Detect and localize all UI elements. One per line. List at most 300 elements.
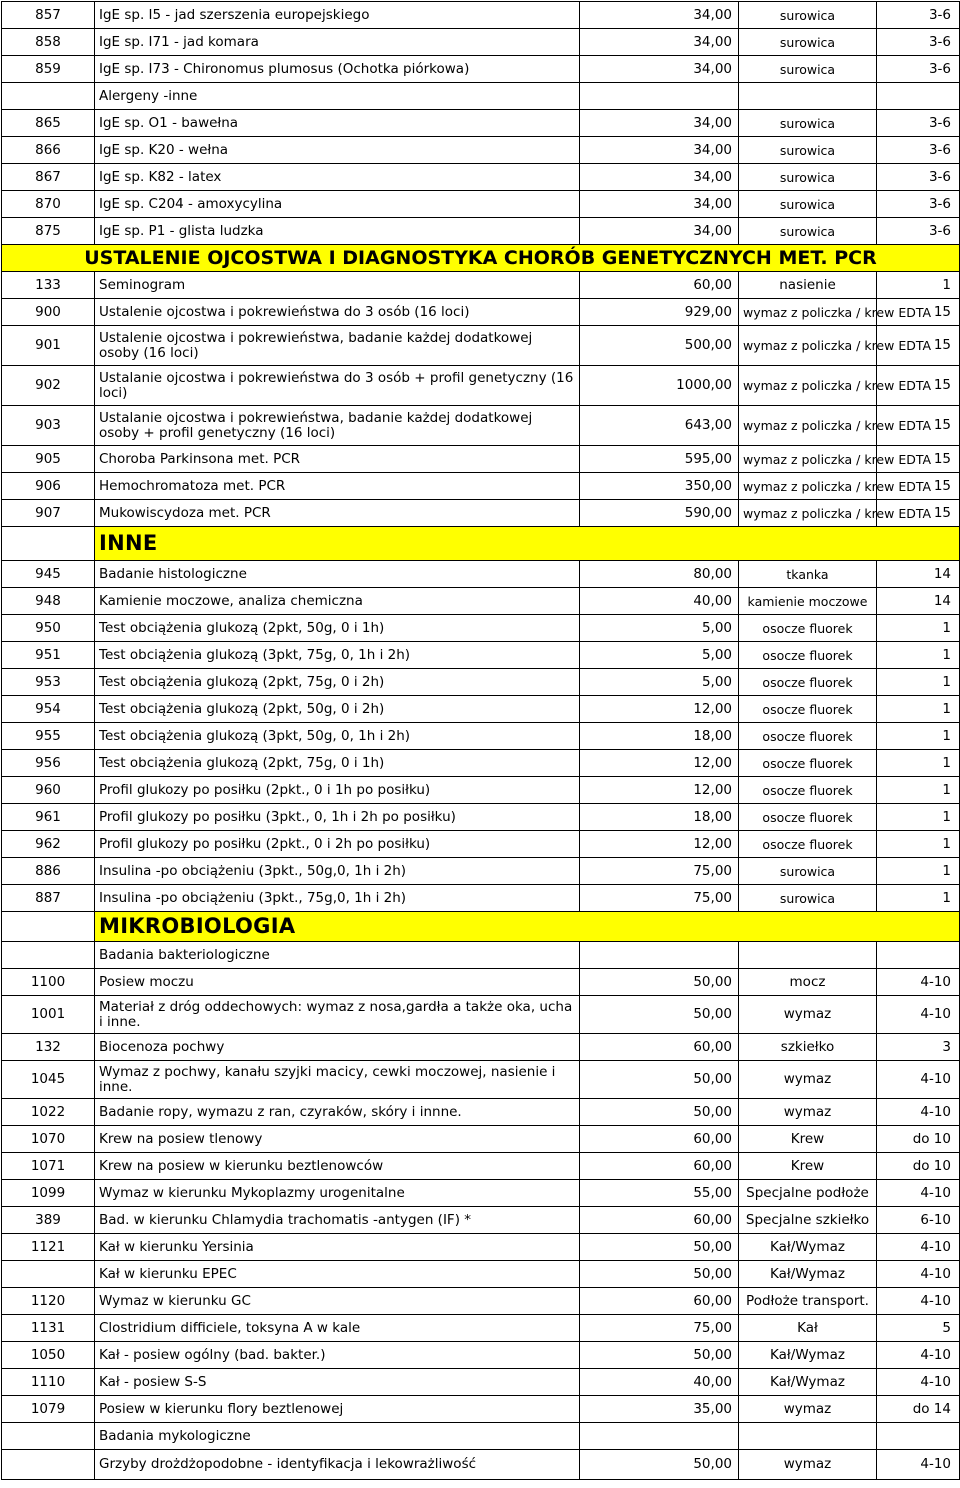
table-row	[2, 1099, 960, 1126]
test-name: Test obciążenia glukozą (2pkt, 75g, 0 i 1h)	[95, 750, 580, 777]
turnaround-days: 4-10	[877, 969, 960, 996]
test-price: 643,00	[580, 406, 739, 446]
table-row	[2, 1315, 960, 1342]
turnaround-days: 15	[877, 500, 960, 527]
item-number: 961	[2, 804, 95, 831]
table-row	[2, 969, 960, 996]
sample-material: Krew	[739, 1126, 877, 1153]
sample-material: Specjalne podłoże	[739, 1180, 877, 1207]
test-price: 929,00	[580, 299, 739, 326]
test-name: Posiew moczu	[95, 969, 580, 996]
test-name: Badanie histologiczne	[95, 561, 580, 588]
turnaround-days: do 10	[877, 1126, 960, 1153]
test-price: 60,00	[580, 272, 739, 299]
test-name: Insulina -po obciążeniu (3pkt., 75g,0, 1h i 2h)	[95, 885, 580, 912]
sample-material: wymaz	[739, 1061, 877, 1099]
item-number: 907	[2, 500, 95, 527]
item-number: 1050	[2, 1342, 95, 1369]
test-price: 50,00	[580, 969, 739, 996]
table-row	[2, 1261, 960, 1288]
test-name: Test obciążenia glukozą (3pkt, 50g, 0, 1h i 2h)	[95, 723, 580, 750]
test-price: 34,00	[580, 137, 739, 164]
test-name: Posiew w kierunku flory beztlenowej	[95, 1396, 580, 1423]
test-name: Profil glukozy po posiłku (2pkt., 0 i 2h po posiłku)	[95, 831, 580, 858]
turnaround-days: 1	[877, 696, 960, 723]
turnaround-days: 3-6	[877, 29, 960, 56]
test-price: 50,00	[580, 1342, 739, 1369]
sample-material	[739, 83, 877, 110]
subheader-title: Badania mykologiczne	[95, 1423, 580, 1450]
turnaround-days: 15	[877, 446, 960, 473]
test-price	[580, 1423, 739, 1450]
test-name: IgE sp. I73 - Chironomus plumosus (Ochotka piórkowa)	[95, 56, 580, 83]
sample-material: Podłoże transport.	[739, 1288, 877, 1315]
test-name: Test obciążenia glukozą (2pkt, 50g, 0 i 1h)	[95, 615, 580, 642]
price-list-rows	[2, 2, 960, 1480]
turnaround-days: do 10	[877, 1153, 960, 1180]
sample-material: mocz	[739, 969, 877, 996]
test-price: 595,00	[580, 446, 739, 473]
subheader-title: Alergeny -inne	[95, 83, 580, 110]
test-name: Test obciążenia glukozą (2pkt, 50g, 0 i 2h)	[95, 696, 580, 723]
test-price: 5,00	[580, 615, 739, 642]
turnaround-days: 4-10	[877, 1261, 960, 1288]
item-number: 950	[2, 615, 95, 642]
item-number: 901	[2, 326, 95, 366]
test-price: 50,00	[580, 1061, 739, 1099]
table-row	[2, 642, 960, 669]
item-number: 1079	[2, 1396, 95, 1423]
table-row	[2, 1207, 960, 1234]
sample-material: nasienie	[739, 272, 877, 299]
item-number: 1071	[2, 1153, 95, 1180]
turnaround-days: 4-10	[877, 1342, 960, 1369]
test-name: Kał - posiew S-S	[95, 1369, 580, 1396]
table-row	[2, 366, 960, 406]
subheader-row	[2, 942, 960, 969]
item-number: 1045	[2, 1061, 95, 1099]
section-header-row	[2, 245, 960, 272]
turnaround-days: 4-10	[877, 1369, 960, 1396]
test-price: 5,00	[580, 669, 739, 696]
test-price: 12,00	[580, 696, 739, 723]
item-number: 1070	[2, 1126, 95, 1153]
item-number: 1100	[2, 969, 95, 996]
sample-material: Krew	[739, 1153, 877, 1180]
test-name: Kał w kierunku EPEC	[95, 1261, 580, 1288]
table-row	[2, 1180, 960, 1207]
table-row	[2, 137, 960, 164]
table-row	[2, 56, 960, 83]
turnaround-days: 1	[877, 831, 960, 858]
test-price: 60,00	[580, 1153, 739, 1180]
sample-material: szkiełko	[739, 1034, 877, 1061]
item-number: 1121	[2, 1234, 95, 1261]
section-title: USTALENIE OJCOSTWA I DIAGNOSTYKA CHORÓB GENETYCZNYCH MET. PCR	[2, 245, 960, 272]
turnaround-days	[877, 83, 960, 110]
test-price	[580, 942, 739, 969]
table-row	[2, 2, 960, 29]
table-row	[2, 804, 960, 831]
turnaround-days	[877, 942, 960, 969]
item-number: 858	[2, 29, 95, 56]
item-number: 945	[2, 561, 95, 588]
test-price: 50,00	[580, 1099, 739, 1126]
turnaround-days: 4-10	[877, 1180, 960, 1207]
sample-material: surowica	[739, 885, 877, 912]
item-number	[2, 942, 95, 969]
turnaround-days: 4-10	[877, 1450, 960, 1480]
turnaround-days: 15	[877, 299, 960, 326]
sample-material: wymaz	[739, 996, 877, 1034]
test-name: IgE sp. K20 - wełna	[95, 137, 580, 164]
table-row	[2, 191, 960, 218]
section-header-row	[2, 912, 960, 942]
item-number: 1001	[2, 996, 95, 1034]
table-row	[2, 615, 960, 642]
turnaround-days: 1	[877, 615, 960, 642]
item-number: 867	[2, 164, 95, 191]
item-number: 857	[2, 2, 95, 29]
item-number: 951	[2, 642, 95, 669]
sample-material: surowica	[739, 2, 877, 29]
turnaround-days: 1	[877, 750, 960, 777]
test-price: 5,00	[580, 642, 739, 669]
price-list-table	[1, 1, 960, 1480]
turnaround-days: 1	[877, 642, 960, 669]
turnaround-days: 6-10	[877, 1207, 960, 1234]
price-list-sheet	[1, 1, 959, 1480]
table-row	[2, 996, 960, 1034]
table-row	[2, 1034, 960, 1061]
test-name: IgE sp. O1 - bawełna	[95, 110, 580, 137]
test-price: 590,00	[580, 500, 739, 527]
item-number: 902	[2, 366, 95, 406]
table-row	[2, 696, 960, 723]
sample-material: wymaz	[739, 1396, 877, 1423]
section-header-row	[2, 527, 960, 561]
sample-material: osocze fluorek	[739, 669, 877, 696]
item-number	[2, 83, 95, 110]
item-number: 903	[2, 406, 95, 446]
table-row	[2, 164, 960, 191]
table-row	[2, 885, 960, 912]
test-name: Mukowiscydoza met. PCR	[95, 500, 580, 527]
test-name: Kał - posiew ogólny (bad. bakter.)	[95, 1342, 580, 1369]
test-price: 75,00	[580, 1315, 739, 1342]
turnaround-days: 15	[877, 473, 960, 500]
section-title: MIKROBIOLOGIA	[95, 912, 960, 942]
item-number: 906	[2, 473, 95, 500]
test-name: Badanie ropy, wymazu z ran, czyraków, skóry i innne.	[95, 1099, 580, 1126]
item-number: 870	[2, 191, 95, 218]
test-price: 35,00	[580, 1396, 739, 1423]
test-name: Profil glukozy po posiłku (2pkt., 0 i 1h po posiłku)	[95, 777, 580, 804]
sample-material: Kał/Wymaz	[739, 1261, 877, 1288]
test-price: 350,00	[580, 473, 739, 500]
table-row	[2, 446, 960, 473]
item-number: 948	[2, 588, 95, 615]
sample-material: wymaz z policzka / krew EDTA	[739, 299, 877, 326]
item-number: 866	[2, 137, 95, 164]
turnaround-days: 1	[877, 885, 960, 912]
table-row	[2, 473, 960, 500]
item-number: 1131	[2, 1315, 95, 1342]
test-name: IgE sp. K82 - latex	[95, 164, 580, 191]
test-name: Test obciążenia glukozą (2pkt, 75g, 0 i 2h)	[95, 669, 580, 696]
table-row	[2, 1126, 960, 1153]
test-name: Wymaz w kierunku GC	[95, 1288, 580, 1315]
test-name: Profil glukozy po posiłku (3pkt., 0, 1h i 2h po posiłku)	[95, 804, 580, 831]
sample-material	[739, 1423, 877, 1450]
turnaround-days: 15	[877, 326, 960, 366]
item-number: 1099	[2, 1180, 95, 1207]
test-price: 75,00	[580, 885, 739, 912]
turnaround-days: 3	[877, 1034, 960, 1061]
item-number: 905	[2, 446, 95, 473]
test-price: 34,00	[580, 218, 739, 245]
sample-material: osocze fluorek	[739, 615, 877, 642]
test-price: 34,00	[580, 110, 739, 137]
table-row	[2, 29, 960, 56]
turnaround-days: 4-10	[877, 1099, 960, 1126]
sample-material: wymaz z policzka / krew EDTA	[739, 326, 877, 366]
test-name: Test obciążenia glukozą (3pkt, 75g, 0, 1h i 2h)	[95, 642, 580, 669]
sample-material: osocze fluorek	[739, 831, 877, 858]
turnaround-days: 3-6	[877, 110, 960, 137]
test-price: 12,00	[580, 831, 739, 858]
test-name: Seminogram	[95, 272, 580, 299]
section-title: INNE	[95, 527, 960, 561]
table-row	[2, 858, 960, 885]
turnaround-days: 1	[877, 804, 960, 831]
sample-material: osocze fluorek	[739, 723, 877, 750]
test-price: 60,00	[580, 1034, 739, 1061]
sample-material: surowica	[739, 858, 877, 885]
sample-material: wymaz	[739, 1450, 877, 1480]
item-number	[2, 1261, 95, 1288]
test-price: 34,00	[580, 29, 739, 56]
test-price: 50,00	[580, 1261, 739, 1288]
table-row	[2, 272, 960, 299]
table-row	[2, 750, 960, 777]
sample-material: wymaz z policzka / krew EDTA	[739, 406, 877, 446]
sample-material: surowica	[739, 164, 877, 191]
test-price: 60,00	[580, 1288, 739, 1315]
item-number	[2, 1423, 95, 1450]
test-name: Materiał z dróg oddechowych: wymaz z nosa,gardła a także oka, ucha i inne.	[95, 996, 580, 1034]
sample-material: Kał/Wymaz	[739, 1369, 877, 1396]
item-number: 1022	[2, 1099, 95, 1126]
test-price: 34,00	[580, 2, 739, 29]
sample-material: wymaz z policzka / krew EDTA	[739, 473, 877, 500]
test-name: Wymaz w kierunku Mykoplazmy urogenitalne	[95, 1180, 580, 1207]
sample-material: osocze fluorek	[739, 642, 877, 669]
turnaround-days: 4-10	[877, 1234, 960, 1261]
turnaround-days: 5	[877, 1315, 960, 1342]
test-name: IgE sp. C204 - amoxycylina	[95, 191, 580, 218]
test-price: 1000,00	[580, 366, 739, 406]
turnaround-days: 14	[877, 588, 960, 615]
test-name: Choroba Parkinsona met. PCR	[95, 446, 580, 473]
turnaround-days: 15	[877, 366, 960, 406]
table-row	[2, 500, 960, 527]
turnaround-days: 1	[877, 858, 960, 885]
test-name: Ustalenie ojcostwa i pokrewieństwa, badanie każdej dodatkowej osoby (16 loci)	[95, 326, 580, 366]
sample-material: Kał/Wymaz	[739, 1342, 877, 1369]
item-number: 887	[2, 885, 95, 912]
sample-material: osocze fluorek	[739, 777, 877, 804]
sample-material: wymaz	[739, 1099, 877, 1126]
table-row	[2, 723, 960, 750]
table-row	[2, 406, 960, 446]
item-number: 132	[2, 1034, 95, 1061]
table-row	[2, 1234, 960, 1261]
sample-material: Kał/Wymaz	[739, 1234, 877, 1261]
test-name: Insulina -po obciążeniu (3pkt., 50g,0, 1h i 2h)	[95, 858, 580, 885]
test-name: Krew na posiew tlenowy	[95, 1126, 580, 1153]
item-number: 1110	[2, 1369, 95, 1396]
table-row	[2, 1153, 960, 1180]
turnaround-days: 1	[877, 272, 960, 299]
test-price: 55,00	[580, 1180, 739, 1207]
sample-material: osocze fluorek	[739, 750, 877, 777]
test-name: Kamienie moczowe, analiza chemiczna	[95, 588, 580, 615]
turnaround-days: 4-10	[877, 996, 960, 1034]
turnaround-days: 4-10	[877, 1061, 960, 1099]
test-name: Kał w kierunku Yersinia	[95, 1234, 580, 1261]
turnaround-days: 3-6	[877, 218, 960, 245]
test-name: IgE sp. I5 - jad szerszenia europejskiego	[95, 2, 580, 29]
test-name: Ustalanie ojcostwa i pokrewieństwa do 3 osób + profil genetyczny (16 loci)	[95, 366, 580, 406]
table-row	[2, 1396, 960, 1423]
sample-material: kamienie moczowe	[739, 588, 877, 615]
test-price: 12,00	[580, 750, 739, 777]
turnaround-days: 3-6	[877, 56, 960, 83]
sample-material: osocze fluorek	[739, 804, 877, 831]
test-name: Wymaz z pochwy, kanału szyjki macicy, cewki moczowej, nasienie i inne.	[95, 1061, 580, 1099]
test-price: 18,00	[580, 804, 739, 831]
sample-material: osocze fluorek	[739, 696, 877, 723]
test-name: Grzyby drożdżopodobne - identyfikacja i lekowrażliwość	[95, 1450, 580, 1480]
turnaround-days	[877, 1423, 960, 1450]
item-number: 956	[2, 750, 95, 777]
table-row	[2, 1369, 960, 1396]
turnaround-days: 3-6	[877, 191, 960, 218]
test-price: 50,00	[580, 1234, 739, 1261]
sample-material: surowica	[739, 218, 877, 245]
test-name: Krew na posiew w kierunku beztlenowców	[95, 1153, 580, 1180]
test-price: 40,00	[580, 588, 739, 615]
test-price: 34,00	[580, 164, 739, 191]
turnaround-days: 3-6	[877, 137, 960, 164]
item-number: 960	[2, 777, 95, 804]
test-price: 60,00	[580, 1126, 739, 1153]
test-name: Ustalenie ojcostwa i pokrewieństwa do 3 osób (16 loci)	[95, 299, 580, 326]
item-number: 953	[2, 669, 95, 696]
item-number: 962	[2, 831, 95, 858]
item-number: 875	[2, 218, 95, 245]
turnaround-days: 1	[877, 723, 960, 750]
turnaround-days: 1	[877, 669, 960, 696]
item-number: 133	[2, 272, 95, 299]
sample-material: surowica	[739, 137, 877, 164]
table-row	[2, 299, 960, 326]
item-number: 955	[2, 723, 95, 750]
sample-material	[739, 942, 877, 969]
table-row	[2, 326, 960, 366]
item-number: 389	[2, 1207, 95, 1234]
turnaround-days: do 14	[877, 1396, 960, 1423]
test-name: IgE sp. I71 - jad komara	[95, 29, 580, 56]
sample-material: wymaz z policzka / krew EDTA	[739, 446, 877, 473]
test-price: 18,00	[580, 723, 739, 750]
table-row	[2, 561, 960, 588]
sample-material: tkanka	[739, 561, 877, 588]
table-row	[2, 1288, 960, 1315]
item-number: 859	[2, 56, 95, 83]
test-name: Hemochromatoza met. PCR	[95, 473, 580, 500]
test-price: 80,00	[580, 561, 739, 588]
item-number	[2, 912, 95, 942]
table-row	[2, 669, 960, 696]
test-name: Clostridium difficiele, toksyna A w kale	[95, 1315, 580, 1342]
sample-material: surowica	[739, 191, 877, 218]
test-price: 500,00	[580, 326, 739, 366]
turnaround-days: 15	[877, 406, 960, 446]
table-row	[2, 1450, 960, 1480]
test-name: IgE sp. P1 - glista ludzka	[95, 218, 580, 245]
item-number: 886	[2, 858, 95, 885]
test-price: 12,00	[580, 777, 739, 804]
subheader-row	[2, 83, 960, 110]
item-number: 1120	[2, 1288, 95, 1315]
item-number	[2, 527, 95, 561]
item-number: 900	[2, 299, 95, 326]
turnaround-days: 3-6	[877, 164, 960, 191]
table-row	[2, 1342, 960, 1369]
sample-material: Specjalne szkiełko	[739, 1207, 877, 1234]
test-name: Biocenoza pochwy	[95, 1034, 580, 1061]
table-row	[2, 218, 960, 245]
table-row	[2, 110, 960, 137]
sample-material: wymaz z policzka / krew EDTA	[739, 366, 877, 406]
turnaround-days: 14	[877, 561, 960, 588]
test-price: 34,00	[580, 191, 739, 218]
test-price: 34,00	[580, 56, 739, 83]
item-number: 865	[2, 110, 95, 137]
test-price: 75,00	[580, 858, 739, 885]
item-number	[2, 1450, 95, 1480]
test-price: 60,00	[580, 1207, 739, 1234]
table-row	[2, 831, 960, 858]
turnaround-days: 4-10	[877, 1288, 960, 1315]
table-row	[2, 588, 960, 615]
turnaround-days: 1	[877, 777, 960, 804]
sample-material: wymaz z policzka / krew EDTA	[739, 500, 877, 527]
sample-material: Kał	[739, 1315, 877, 1342]
test-price: 40,00	[580, 1369, 739, 1396]
table-row	[2, 1061, 960, 1099]
test-price	[580, 83, 739, 110]
test-name: Ustalanie ojcostwa i pokrewieństwa, badanie każdej dodatkowej osoby + profil genetyczny (16 loci)	[95, 406, 580, 446]
table-row	[2, 777, 960, 804]
item-number: 954	[2, 696, 95, 723]
turnaround-days: 3-6	[877, 2, 960, 29]
sample-material: surowica	[739, 29, 877, 56]
test-price: 50,00	[580, 1450, 739, 1480]
sample-material: surowica	[739, 110, 877, 137]
